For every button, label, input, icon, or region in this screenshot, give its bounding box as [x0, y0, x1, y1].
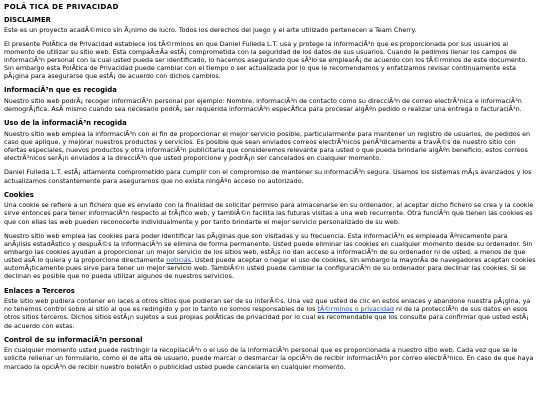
noticias-link[interactable]: noticias	[166, 256, 191, 265]
control-text: En cualquier momento usted puede restringir la recopilaciÃ³n o el uso de la informaciÃ³n personal que es proporcionada a nuestro sitio web. Cada vez que se le solicite rellenar un formulario, como el de alta de usuario, puede marcar o desmarcar la opciÃ³n de recibir informaciÃ³n por correo electrÃ³nico. En caso de que haya marcado la opciÃ³n de recibir nuestro boletÃn o publicidad usted puede cancelarla en cualquier momento.	[4, 346, 534, 371]
usage-text: Nuestro sitio web emplea la informaciÃ³n con el fin de proporcionar el mejor servicio posible, particularmente para mantener un registro de usuarios, de pedidos en caso que aplique, y mejorar nuestros productos y servicios. Es posible que sean enviados correos electrÃ³nicos periÃ³dicamente a travÃ©s de nuestro sitio con ofertas especiales, nuevos productos y otra informaciÃ³n publicitaria que consideremos relevante para usted o que pueda brindarle algÃºn beneficio, estos correos electrÃ³nicos serÃ¡n enviados a la direcciÃ³n que usted proporcione y podrÃ¡n ser cancelados en cualquier momento.	[4, 129, 531, 163]
third-party-links-paragraph	[4, 297, 536, 330]
cookies-heading: Cookies	[4, 190, 34, 199]
cookies-usage-text: Nuestro sitio web emplea las cookies para poder identificar las pÃ¡ginas que son visitadas y su frecuencia. Esta informaciÃ³n es empleada Ãºnicamente para anÃ¡lisis estadÃstico y despuÃ©s la informaciÃ³n se elimina de forma permanente. Usted puede eliminar las cookies en cualquier momento desde su ordenador. Sin embargo las cookies ayudan a proporcionar un mejor servicio de los sitios web, estÃ¡s no dan acceso a informaciÃ³n de su ordenador ni de usted, a menos de que usted asÃ lo quiera y la proporcione directamente	[4, 231, 533, 265]
collected-info-text: Nuestro sitio web podrÃ¡ recoger informaciÃ³n personal por ejemplo: Nombre, informaciÃ³n de contacto como su direcciÃ³n de correo electrÃ³nica e informaciÃ³n demogrÃ¡fica. AsÃ mismo cuando sea necesario podrÃ¡ ser requerida informaciÃ³n especÃfica para procesar algÃºn pedido o realizar una entrega o facturaciÃ³n.	[4, 96, 522, 114]
terms-privacy-link[interactable]: tÃ©rminos o privacidad	[317, 305, 394, 314]
third-party-links-text-end: ni de la protecciÃ³n de sus datos en esos otros sitios terceros. Dichos sitios estÃ¡n sujetos a sus propias polÃticas de privacidad por lo cual es recomendable que los consulte para confirmar que usted estÃ¡ de acuerdo con estas.	[4, 305, 529, 330]
third-party-links-heading: Enlaces a Terceros	[4, 286, 75, 295]
usage-heading: Uso de la informaciÃ³n recogida	[4, 119, 127, 128]
cookies-definition-text: Una cookie se refiere a un fichero que es enviado con la finalidad de solicitar permiso para almacenarse en su ordenador, al aceptar dicho fichero se crea y la cookie sirve entonces para tener informaciÃ³n respecto al trÃ¡fico web, y tambiÃ©n facilita las futuras visitas a una web recurrente. Otra funciÃ³n que tienen las cookies es que con ellas las web pueden reconocerte individualmente y por tanto brindarte el mejor servicio personalizado de su web.	[4, 201, 534, 226]
collected-info-heading: InformaciÃ³n que es recogida	[4, 86, 117, 95]
intro-paragraph: El presente PolÃtica de Privacidad establece los tÃ©rminos en que Daniel Fulleda L.T. usa y protege la informaciÃ³n que es proporcionada por sus usuarios al momento de utilizar su sitio web. Esta compaÃ±Ãa estÃ¡ comprometida con la seguridad de los datos de sus usuarios. Cuando le pedimos llenar los campos de informaciÃ³n personal con la cual usted pueda ser identificado, lo hacemos asegurando que sÃ³lo se emplearÃ¡ de acuerdo con los tÃ©rminos de este documento. Sin embargo esta PolÃtica de Privacidad puede cambiar con el tiempo o ser actualizada por lo que le recomendamos y enfatizamos revisar continuamente esta pÃ¡gina para asegurarse que estÃ¡ de acuerdo con dichos cambios.	[4, 39, 528, 81]
security-text: Daniel Fulleda L.T. estÃ¡ altamente comprometido para cumplir con el compromiso de mantener su informaciÃ³n segura. Usamos los sistemas mÃ¡s avanzados y los actualizamos constantemente para asegurarnos que no exista ningÃºn acceso no autorizado.	[4, 168, 532, 185]
disclaimer-text: Este es un proyecto acadÃ©mico sin Ã¡nimo de lucro. Todos los derechos del juego y el arte utilizado pertenecen a Team Cherry.	[4, 25, 417, 34]
disclaimer-heading: DISCLAIMER	[4, 16, 51, 24]
control-heading: Control de su informaciÃ³n personal	[4, 335, 143, 344]
cookies-usage-paragraph	[4, 232, 536, 281]
third-party-links-text: Este sitio web pudiera contener en laces a otros sitios que pudieran ser de su interÃ©s. Una vez que usted de clic en estos enlaces y abandone nuestra pÃ¡gina, ya no tenemos control sobre al sitio al que es redirigido y por lo tanto no somos responsables de los	[4, 297, 531, 314]
cookies-usage-text-end: . Usted puede aceptar o negar el uso de cookies, sin embargo la mayorÃa de navegadores aceptan cookies automÃ¡ticamente pues sirve para tener un mejor servicio web. TambiÃ©n usted puede cambiar la configuraciÃ³n de su ordenador para declinar las cookies. Si se declinan es posible que no pueda utilizar algunos de nuestros servicios.	[4, 256, 536, 281]
page-title: POLÃ TICA DE PRIVACIDAD	[4, 2, 119, 11]
